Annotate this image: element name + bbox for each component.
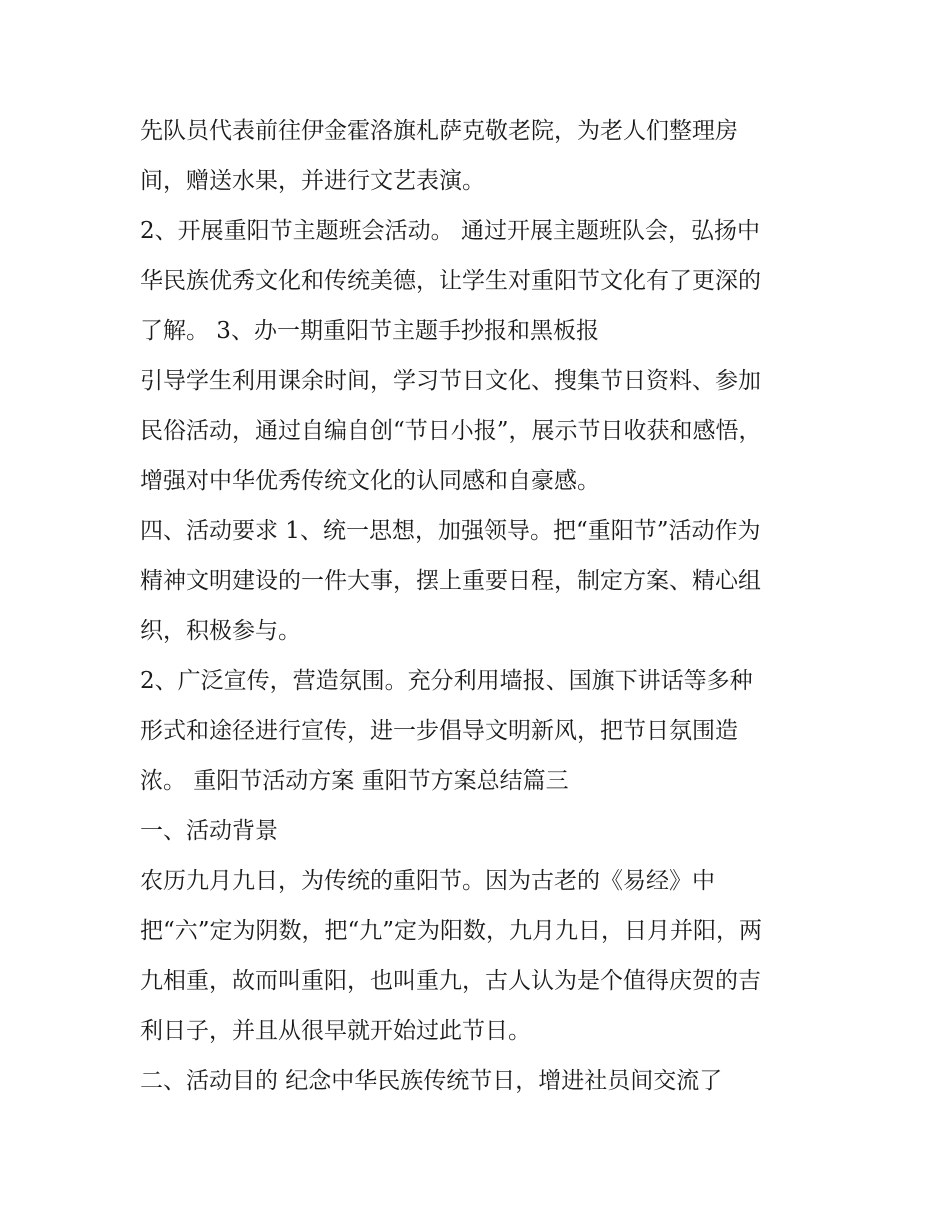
section-heading: 一、活动背景: [140, 818, 278, 844]
text-line: 四、活动要求 1、统一思想，加强领导。把“重阳节”活动作为: [140, 518, 761, 544]
text-line: 2、广泛宣传，营造氛围。充分利用墙报、国旗下讲话等多种: [140, 668, 753, 694]
text-line: 民俗活动，通过自编自创“节日小报”，展示节日收获和感悟，: [140, 418, 762, 444]
text-line: 精神文明建设的一件大事，摆上重要日程，制定方案、精心组: [140, 568, 761, 594]
text-line: 增强对中华优秀传统文化的认同感和自豪感。: [140, 468, 600, 494]
text-line: 了解。 3、办一期重阳节主题手抄报和黑板报: [140, 318, 599, 344]
text-line: 形式和途径进行宣传，进一步倡导文明新风，把节日氛围造: [140, 718, 738, 744]
text-line: 农历九月九日，为传统的重阳节。因为古老的《易经》中: [140, 868, 715, 894]
text-line: 把“六”定为阴数，把“九”定为阳数，九月九日，日月并阳，两: [140, 918, 763, 944]
text-line: 华民族优秀文化和传统美德，让学生对重阳节文化有了更深的: [140, 268, 761, 294]
text-line: 引导学生利用课余时间，学习节日文化、搜集节日资料、参加: [140, 368, 761, 394]
text-line: 间，赠送水果，并进行文艺表演。: [140, 168, 485, 194]
text-line: 2、开展重阳节主题班会活动。 通过开展主题班队会，弘扬中: [140, 218, 760, 244]
text-line: 九相重，故而叫重阳，也叫重九，古人认为是个值得庆贺的吉: [140, 968, 761, 994]
text-line: 织，积极参与。: [140, 618, 301, 644]
text-line: 利日子，并且从很早就开始过此节日。: [140, 1018, 531, 1044]
text-line: 浓。 重阳节活动方案 重阳节方案总结篇三: [140, 768, 569, 794]
text-line: 二、活动目的 纪念中华民族传统节日，增进社员间交流了: [140, 1068, 723, 1094]
text-line: 先队员代表前往伊金霍洛旗札萨克敬老院，为老人们整理房: [140, 118, 738, 144]
